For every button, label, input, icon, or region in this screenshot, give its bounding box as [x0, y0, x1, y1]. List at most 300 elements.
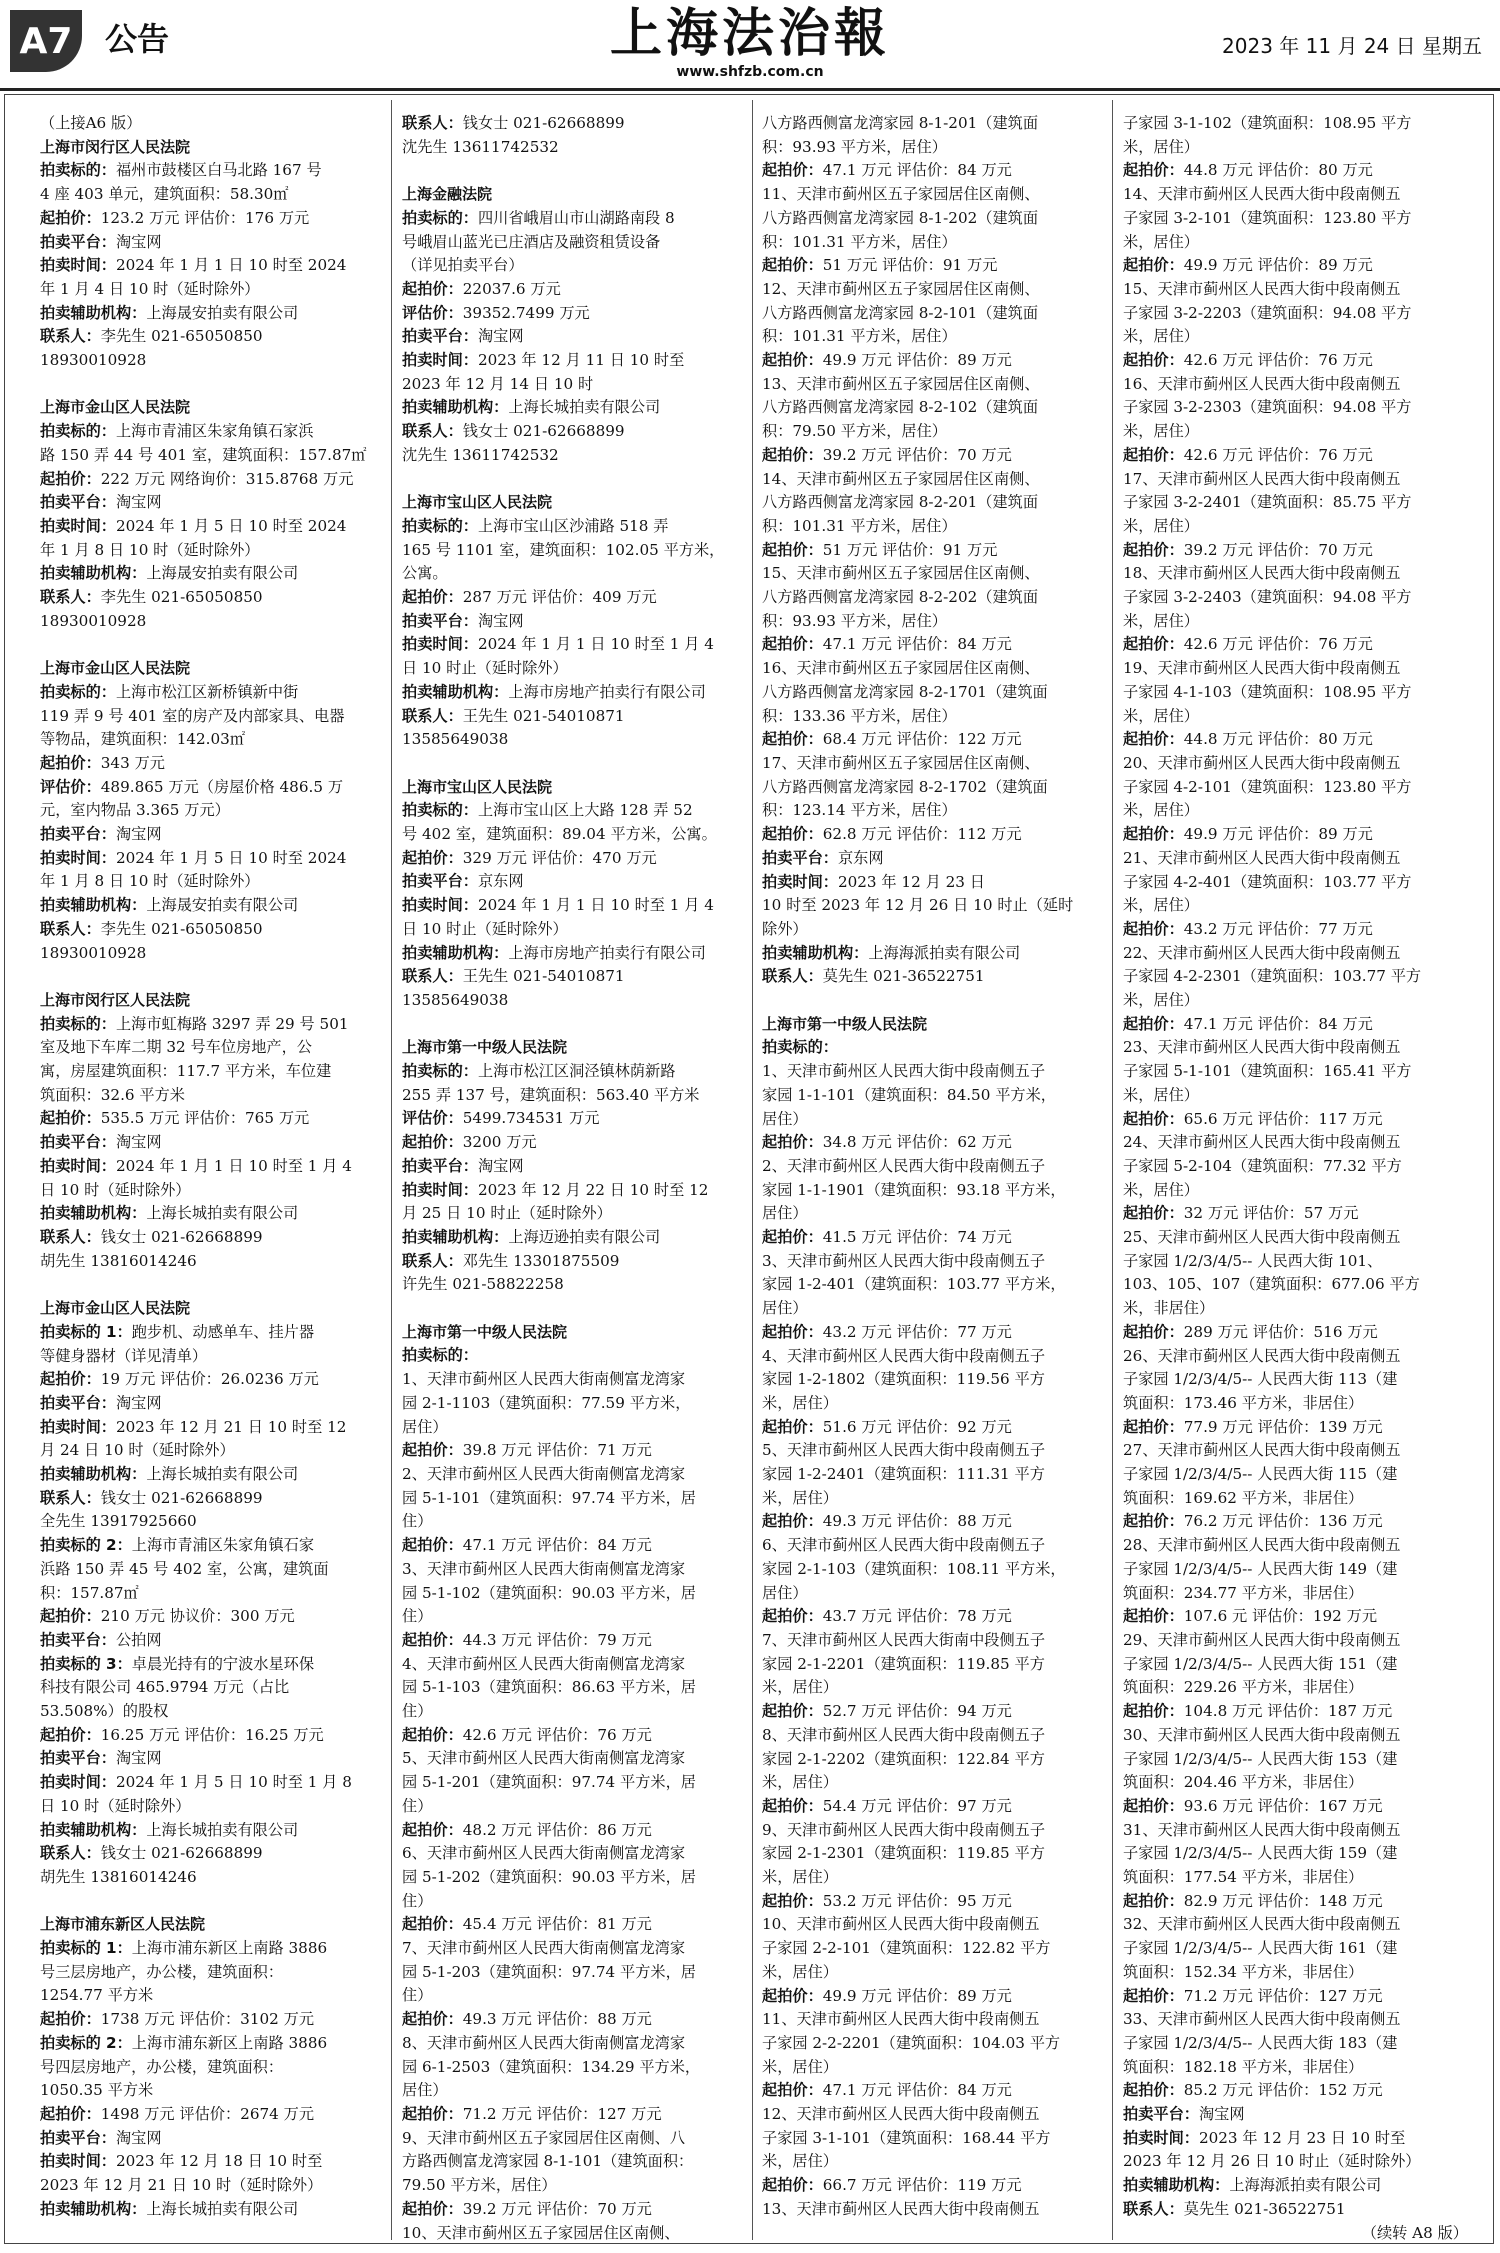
- field-label: 联系人：: [40, 919, 101, 938]
- masthead: [600, 4, 900, 80]
- notice-line: 园 6-1-2503（建筑面积：134.29 平方米，: [402, 2057, 701, 2076]
- notice-line: 筑面积：177.54 平方米，非居住）: [1123, 1868, 1364, 1887]
- notice-line: 13、天津市蓟州区人民西大街中段南侧五: [762, 2199, 1040, 2218]
- notice-line: 起拍价：43.2 万元 评估价：77 万元: [762, 1322, 1012, 1341]
- field-label: 起拍价：: [1123, 256, 1184, 275]
- notice-line: 居住）: [762, 1204, 808, 1223]
- field-label: 拍卖平台：: [402, 1156, 478, 1175]
- notice-line: 筑面积：173.46 平方米，非居住）: [1123, 1393, 1364, 1412]
- notice-line: 拍卖平台：淘宝网: [1123, 2105, 1245, 2124]
- notice-line: 米，居住）: [1123, 137, 1199, 156]
- field-label: 起拍价：: [762, 1512, 823, 1531]
- block-spacer: [40, 1273, 385, 1297]
- notice-line: 拍卖平台：京东网: [402, 872, 524, 891]
- field-label: 拍卖平台：: [1123, 2105, 1199, 2124]
- block-spacer: [762, 989, 1107, 1013]
- field-label: 起拍价：: [1123, 1204, 1184, 1223]
- notice-line: 起拍价：39.2 万元 评估价：70 万元: [1123, 540, 1373, 559]
- notice-line: 园 5-1-103（建筑面积：86.63 平方米，居: [402, 1678, 696, 1697]
- notice-line: 13585649038: [402, 990, 509, 1009]
- notice-line: 拍卖辅助机构：上海长城拍卖有限公司: [40, 1465, 299, 1484]
- notice-line: 日 10 时止（延时除外）: [402, 659, 568, 678]
- notice-line: 起拍价：53.2 万元 评估价：95 万元: [762, 1891, 1012, 1910]
- notice-line: 居住）: [762, 1109, 808, 1128]
- notice-line: 筑面积：229.26 平方米，非居住）: [1123, 1678, 1364, 1697]
- notice-line: 起拍价：54.4 万元 评估价：97 万元: [762, 1796, 1012, 1815]
- notice-line: 起拍价：1498 万元 评估价：2674 万元: [40, 2104, 315, 2123]
- notice-line: 165 号 1101 室，建筑面积：102.05 平方米，: [402, 540, 725, 559]
- block-spacer: [402, 159, 747, 183]
- notice-line: 米，居住）: [762, 1393, 838, 1412]
- notice-line: [402, 1344, 747, 1368]
- notice-line: 米，居住）: [762, 2152, 838, 2171]
- field-label: 拍卖平台：: [40, 1630, 116, 1649]
- notice-line: 拍卖时间：2023 年 12 月 18 日 10 时至: [40, 2152, 323, 2171]
- notice-line: 联系人：邓先生 13301875509: [402, 1251, 620, 1270]
- notice-line: 园 5-1-203（建筑面积：97.74 平方米，居: [402, 1962, 696, 1981]
- notice-line: 等健身器材（详见清单）: [40, 1346, 208, 1365]
- notice-line: 日 10 时（延时除外）: [40, 1796, 191, 1815]
- notice-line: 筑面积：32.6 平方米: [40, 1085, 185, 1104]
- notice-line: 31、天津市蓟州区人民西大街中段南侧五: [1123, 1820, 1401, 1839]
- notice-line: 拍卖平台：淘宝网: [40, 1393, 162, 1412]
- court-name: 上海金融法院: [402, 185, 493, 204]
- notice-line: 家园 1-2-2401（建筑面积：111.31 平方: [762, 1465, 1045, 1484]
- field-label: 拍卖平台：: [40, 1393, 116, 1412]
- notice-line: 拍卖平台：淘宝网: [40, 1133, 162, 1152]
- notice-line: 8、天津市蓟州区人民西大街南侧富龙湾家: [402, 2033, 686, 2052]
- notice-line: 家园 2-1-2202（建筑面积：122.84 平方: [762, 1749, 1045, 1768]
- notice-line: 子家园 1/2/3/4/5-- 人民西大街 159（建: [1123, 1844, 1398, 1863]
- notice-line: 1、天津市蓟州区人民西大街中段南侧五子: [762, 1062, 1046, 1081]
- notice-line: 住）: [402, 1607, 433, 1626]
- notice-line: 米，居住）: [1123, 801, 1199, 820]
- notice-line: 居住）: [762, 1299, 808, 1318]
- text-column-1: [40, 112, 385, 2247]
- field-label: 拍卖辅助机构：: [40, 896, 147, 915]
- notice-line: 6、天津市蓟州区人民西大街南侧富龙湾家: [402, 1844, 686, 1863]
- notice-line: 拍卖辅助机构：上海晟安拍卖有限公司: [40, 896, 299, 915]
- notice-line: 30、天津市蓟州区人民西大街中段南侧五: [1123, 1725, 1401, 1744]
- field-label: 起拍价：: [762, 2081, 823, 2100]
- notice-line: 8、天津市蓟州区人民西大街中段南侧五子: [762, 1725, 1046, 1744]
- notice-line: 子家园 3-1-101（建筑面积：168.44 平方: [762, 2128, 1051, 2147]
- notice-line: 拍卖时间：2024 年 1 月 5 日 10 时至 1 月 8: [40, 1773, 352, 1792]
- notice-line: 15、天津市蓟州区人民西大街中段南侧五: [1123, 279, 1401, 298]
- issue-date: 2023 年 11 月 24 日 星期五: [1222, 34, 1482, 58]
- notice-line: 6、天津市蓟州区人民西大街中段南侧五子: [762, 1536, 1046, 1555]
- field-label: 起拍价：: [1123, 825, 1184, 844]
- notice-line: 起拍价：82.9 万元 评估价：148 万元: [1123, 1891, 1383, 1910]
- field-label: 起拍价：: [1123, 635, 1184, 654]
- notice-line: 16、天津市蓟州区五子家园居住区南侧、: [762, 659, 1040, 678]
- field-label: 拍卖标的 3：: [40, 1654, 132, 1673]
- field-label: 起拍价：: [1123, 1986, 1184, 2005]
- field-label: 拍卖辅助机构：: [40, 564, 147, 583]
- block-spacer: [402, 1297, 747, 1321]
- notice-line: 子家园 3-2-2203（建筑面积：94.08 平方: [1123, 303, 1412, 322]
- notice-line: 拍卖时间：2024 年 1 月 1 日 10 时至 1 月 4: [40, 1156, 352, 1175]
- notice-line: 子家园 1/2/3/4/5-- 人民西大街 115（建: [1123, 1465, 1398, 1484]
- column-divider: [1112, 100, 1113, 2240]
- notice-line: 28、天津市蓟州区人民西大街中段南侧五: [1123, 1536, 1401, 1555]
- notice-line: 起拍价：44.3 万元 评估价：79 万元: [402, 1630, 652, 1649]
- field-label: 拍卖标的：: [402, 1062, 478, 1081]
- notice-line: 八方路西侧富龙湾家园 8-2-202（建筑面: [762, 588, 1039, 607]
- notice-line: 9、天津市蓟州区人民西大街中段南侧五子: [762, 1820, 1046, 1839]
- field-label: 起拍价：: [402, 279, 463, 298]
- field-label: 起拍价：: [762, 2176, 823, 2195]
- notice-line: 拍卖时间：2024 年 1 月 5 日 10 时至 2024: [40, 848, 347, 867]
- notice-line: 起拍价：47.1 万元 评估价：84 万元: [762, 2081, 1012, 2100]
- court-name: 上海市金山区人民法院: [40, 659, 191, 678]
- notice-line: 米，居住）: [1123, 422, 1199, 441]
- notice-line: 子家园 3-2-2303（建筑面积：94.08 平方: [1123, 398, 1412, 417]
- notice-line: 1254.77 平方米: [40, 1986, 154, 2005]
- notice-line: 胡先生 13816014246: [40, 1867, 197, 1886]
- court-name: 上海市第一中级人民法院: [762, 1014, 928, 1033]
- field-label: 拍卖标的 1：: [40, 1939, 132, 1958]
- notice-line: 子家园 4-2-2301（建筑面积：103.77 平方: [1123, 967, 1422, 986]
- field-label: 拍卖辅助机构：: [40, 1204, 147, 1223]
- court-name: 上海市宝山区人民法院: [402, 493, 553, 512]
- notice-line: 拍卖时间：2023 年 12 月 11 日 10 时至: [402, 351, 685, 370]
- notice-line: 12、天津市蓟州区人民西大街中段南侧五: [762, 2105, 1040, 2124]
- court-name: 上海市第一中级人民法院: [402, 1038, 568, 1057]
- notice-line: 园 5-1-202（建筑面积：90.03 平方米，居: [402, 1867, 696, 1886]
- notice-line: 米，居住）: [1123, 896, 1199, 915]
- field-label: 拍卖平台：: [40, 2128, 116, 2147]
- notice-line: 家园 1-2-1802（建筑面积：119.56 平方: [762, 1370, 1045, 1389]
- website-url[interactable]: www.shfzb.com.cn: [676, 64, 824, 80]
- notice-line: 园 2-1-1103（建筑面积：77.59 平方米，: [402, 1393, 691, 1412]
- notice-line: 起拍价：51 万元 评估价：91 万元: [762, 540, 998, 559]
- field-label: 起拍价：: [762, 1891, 823, 1910]
- notice-line: 家园 2-1-2201（建筑面积：119.85 平方: [762, 1654, 1045, 1673]
- notice-line: 子家园 1/2/3/4/5-- 人民西大街 101、: [1123, 1251, 1383, 1270]
- notice-line: 拍卖辅助机构：上海长城拍卖有限公司: [40, 2199, 299, 2218]
- field-label: 起拍价：: [1123, 1891, 1184, 1910]
- field-label: 起拍价：: [762, 445, 823, 464]
- field-label: 起拍价：: [762, 351, 823, 370]
- notice-line: 月 25 日 10 时止（延时除外）: [402, 1204, 612, 1223]
- notice-line: 居住）: [762, 1583, 808, 1602]
- field-label: 起拍价：: [1123, 1607, 1184, 1626]
- notice-line: 家园 1-2-401（建筑面积：103.77 平方米，: [762, 1275, 1066, 1294]
- notice-line: 园 5-1-102（建筑面积：90.03 平方米，居: [402, 1583, 696, 1602]
- notice-line: 拍卖平台：淘宝网: [40, 232, 162, 251]
- notice-line: 起拍价：49.9 万元 评估价：89 万元: [1123, 825, 1373, 844]
- notice-line: 子家园 2-2-2201（建筑面积：104.03 平方: [762, 2033, 1061, 2052]
- block-spacer: [40, 373, 385, 397]
- field-label: 起拍价：: [402, 1915, 463, 1934]
- notice-line: 家园 1-1-1901（建筑面积：93.18 平方米，: [762, 1180, 1066, 1199]
- field-label: 联系人：: [40, 327, 101, 346]
- notice-line: 拍卖标的：福州市鼓楼区白马北路 167 号: [40, 161, 322, 180]
- notice-line: 18、天津市蓟州区人民西大街中段南侧五: [1123, 564, 1401, 583]
- notice-line: 八方路西侧富龙湾家园 8-2-1701（建筑面: [762, 682, 1048, 701]
- notice-line: 米，居住）: [1123, 516, 1199, 535]
- notice-line: 联系人：李先生 021-65050850: [40, 327, 263, 346]
- notice-line: 八方路西侧富龙湾家园 8-2-201（建筑面: [762, 493, 1039, 512]
- court-name: 上海市第一中级人民法院: [402, 1322, 568, 1341]
- field-label: 起拍价：: [40, 469, 101, 488]
- notice-line: 拍卖平台：淘宝网: [402, 611, 524, 630]
- column-divider: [391, 100, 392, 2240]
- text-column-4: [1123, 112, 1468, 2247]
- notice-line: 起拍价：77.9 万元 评估价：139 万元: [1123, 1417, 1383, 1436]
- notice-line: 除外）: [762, 919, 808, 938]
- notice-line: 号四层房地产，办公楼，建筑面积：: [40, 2057, 283, 2076]
- field-label: 拍卖平台：: [402, 872, 478, 891]
- notice-line: 起拍价：42.6 万元 评估价：76 万元: [1123, 445, 1373, 464]
- notice-line: 起拍价：49.9 万元 评估价：89 万元: [1123, 256, 1373, 275]
- court-name: 上海市闵行区人民法院: [40, 990, 191, 1009]
- notice-line: 米，居住）: [762, 2057, 838, 2076]
- notice-line: 23、天津市蓟州区人民西大街中段南侧五: [1123, 1038, 1401, 1057]
- field-label: 起拍价：: [762, 1702, 823, 1721]
- notice-line: 胡先生 13816014246: [40, 1251, 197, 1270]
- notice-line: 筑面积：182.18 平方米，非居住）: [1123, 2057, 1364, 2076]
- notice-line: 沈先生 13611742532: [402, 137, 559, 156]
- notice-line: 起拍价：41.5 万元 评估价：74 万元: [762, 1228, 1012, 1247]
- notice-line: 255 弄 137 号，建筑面积：563.40 平方米: [402, 1085, 700, 1104]
- notice-line: 起拍价：22037.6 万元: [402, 279, 561, 298]
- field-label: 评估价：: [402, 1109, 463, 1128]
- notice-line: 起拍价：93.6 万元 评估价：167 万元: [1123, 1796, 1383, 1815]
- notice-line: 29、天津市蓟州区人民西大街中段南侧五: [1123, 1631, 1401, 1649]
- field-label: 拍卖标的 2：: [40, 1536, 132, 1555]
- field-label: 拍卖标的：: [402, 1346, 478, 1365]
- notice-line: 筑面积：234.77 平方米，非居住）: [1123, 1583, 1364, 1602]
- notice-line: 24、天津市蓟州区人民西大街中段南侧五: [1123, 1133, 1401, 1152]
- notice-line: 积：93.93 平方米，居住）: [762, 611, 947, 630]
- field-label: 联系人：: [402, 114, 463, 132]
- notice-line: 起拍价：123.2 万元 评估价：176 万元: [40, 208, 310, 227]
- notice-line: 园 5-1-101（建筑面积：97.74 平方米，居: [402, 1488, 696, 1507]
- notice-line: 拍卖平台：淘宝网: [40, 1749, 162, 1768]
- notice-line: 拍卖平台：淘宝网: [40, 493, 162, 512]
- notice-line: 起拍价：107.6 元 评估价：192 万元: [1123, 1607, 1378, 1626]
- field-label: 起拍价：: [762, 1228, 823, 1247]
- notice-line: 起拍价：3200 万元: [402, 1133, 537, 1152]
- court-name: 上海市金山区人民法院: [40, 1299, 191, 1318]
- notice-line: 1、天津市蓟州区人民西大街南侧富龙湾家: [402, 1370, 686, 1389]
- field-label: 联系人：: [402, 1251, 463, 1270]
- notice-line: 米，居住）: [1123, 327, 1199, 346]
- field-label: 起拍价：: [1123, 540, 1184, 559]
- field-label: 起拍价：: [1123, 445, 1184, 464]
- notice-line: 拍卖标的：上海市青浦区朱家角镇石家浜: [40, 422, 314, 441]
- notice-line: 17、天津市蓟州区五子家园居住区南侧、: [762, 753, 1040, 772]
- notice-line: 起拍价：47.1 万元 评估价：84 万元: [762, 161, 1012, 180]
- field-label: 拍卖辅助机构：: [40, 303, 147, 322]
- notice-line: 起拍价：49.9 万元 评估价：89 万元: [762, 1986, 1012, 2005]
- notice-line: 2、天津市蓟州区人民西大街南侧富龙湾家: [402, 1465, 686, 1483]
- notice-line: 拍卖标的：上海市松江区新桥镇新中街: [40, 682, 299, 701]
- notice-line: 26、天津市蓟州区人民西大街中段南侧五: [1123, 1346, 1401, 1365]
- field-label: 联系人：: [402, 967, 463, 986]
- field-label: 拍卖标的：: [40, 1014, 116, 1033]
- field-label: 起拍价：: [40, 1607, 101, 1626]
- field-label: 起拍价：: [402, 1725, 463, 1744]
- notice-line: 拍卖标的 1：上海市浦东新区上南路 3886: [40, 1939, 328, 1958]
- field-label: 拍卖平台：: [40, 1133, 116, 1152]
- notice-line: 八方路西侧富龙湾家园 8-1-201（建筑面: [762, 114, 1039, 132]
- field-label: 拍卖平台：: [762, 848, 838, 867]
- field-label: 起拍价：: [1123, 351, 1184, 370]
- notice-line: 起拍价：44.8 万元 评估价：80 万元: [1123, 161, 1373, 180]
- notice-line: 起拍价：66.7 万元 评估价：119 万元: [762, 2176, 1022, 2195]
- notice-line: 起拍价：45.4 万元 评估价：81 万元: [402, 1915, 652, 1934]
- notice-line: 拍卖辅助机构：上海海派拍卖有限公司: [1123, 2176, 1382, 2195]
- notice-line: 拍卖时间：2024 年 1 月 5 日 10 时至 2024: [40, 516, 347, 535]
- notice-line: 起拍价：43.7 万元 评估价：78 万元: [762, 1607, 1012, 1626]
- notice-line: 15、天津市蓟州区五子家园居住区南侧、: [762, 564, 1040, 583]
- notice-line: 子家园 1/2/3/4/5-- 人民西大街 113（建: [1123, 1370, 1398, 1389]
- field-label: 起拍价：: [762, 1417, 823, 1436]
- court-name: 上海市浦东新区人民法院: [40, 1915, 206, 1934]
- page-header: [0, 0, 1500, 91]
- field-label: 拍卖标的：: [40, 161, 116, 180]
- field-label: 拍卖标的 2：: [40, 2033, 132, 2052]
- field-label: 拍卖标的：: [402, 208, 478, 227]
- field-label: 起拍价：: [762, 1796, 823, 1815]
- field-label: 拍卖平台：: [40, 1749, 116, 1768]
- field-label: 拍卖标的：: [40, 682, 116, 701]
- court-name: 上海市闵行区人民法院: [40, 137, 191, 156]
- notice-line: 4、天津市蓟州区人民西大街南侧富龙湾家: [402, 1654, 686, 1673]
- notice-line: 子家园 3-2-2401（建筑面积：85.75 平方: [1123, 493, 1412, 512]
- field-label: 拍卖时间：: [40, 256, 116, 275]
- field-label: 拍卖时间：: [40, 516, 116, 535]
- field-label: 拍卖标的：: [402, 516, 478, 535]
- notice-line: 拍卖标的：四川省峨眉山市山湖路南段 8: [402, 208, 675, 227]
- notice-line: 家园 2-1-2301（建筑面积：119.85 平方: [762, 1844, 1045, 1863]
- block-spacer: [40, 1890, 385, 1914]
- notice-line: 评估价：5499.734531 万元: [402, 1109, 600, 1128]
- notice-line: 公寓。: [402, 564, 448, 583]
- field-label: 联系人：: [402, 422, 463, 441]
- notice-line: 拍卖平台：淘宝网: [40, 825, 162, 844]
- field-label: 起拍价：: [762, 1322, 823, 1341]
- notice-line: 起拍价：65.6 万元 评估价：117 万元: [1123, 1109, 1383, 1128]
- notice-line: 拍卖时间：2023 年 12 月 22 日 10 时至 12: [402, 1180, 709, 1199]
- notice-line: 家园 2-1-103（建筑面积：108.11 平方米，: [762, 1559, 1066, 1578]
- field-label: 拍卖平台：: [40, 232, 116, 251]
- notice-line: 拍卖时间：2024 年 1 月 1 日 10 时至 2024: [40, 256, 347, 275]
- notice-line: 119 弄 9 号 401 室的房产及内部家具、电器: [40, 706, 345, 725]
- field-label: 起拍价：: [402, 1536, 463, 1555]
- field-label: 起拍价：: [762, 1607, 823, 1626]
- field-label: 拍卖标的：: [40, 422, 116, 441]
- notice-line: 住）: [402, 1986, 433, 2005]
- field-label: 拍卖时间：: [762, 872, 838, 891]
- field-label: 起拍价：: [1123, 1109, 1184, 1128]
- notice-line: 子家园 4-2-401（建筑面积：103.77 平方: [1123, 872, 1412, 891]
- field-label: 起拍价：: [762, 1986, 823, 2005]
- notice-line: 9、天津市蓟州区五子家园居住区南侧、八: [402, 2128, 686, 2147]
- field-label: 起拍价：: [40, 1725, 101, 1744]
- notice-line: 年 1 月 4 日 10 时（延时除外）: [40, 279, 260, 298]
- notice-line: 八方路西侧富龙湾家园 8-2-101（建筑面: [762, 303, 1039, 322]
- notice-line: 起拍价：49.9 万元 评估价：89 万元: [762, 351, 1012, 370]
- field-label: 起拍价：: [40, 1370, 101, 1389]
- notice-line: 居住）: [402, 2081, 448, 2100]
- column-divider: [752, 100, 753, 2240]
- field-label: 拍卖平台：: [40, 825, 116, 844]
- field-label: 起拍价：: [762, 730, 823, 749]
- notice-line: 拍卖时间：2023 年 12 月 23 日: [762, 872, 985, 891]
- notice-line: 米，居住）: [1123, 991, 1199, 1010]
- notice-line: 筑面积：152.34 平方米，非居住）: [1123, 1962, 1364, 1981]
- notice-line: 14、天津市蓟州区五子家园居住区南侧、: [762, 469, 1040, 488]
- field-label: 起拍价：: [40, 208, 101, 227]
- notice-line: 拍卖时间：2024 年 1 月 1 日 10 时至 1 月 4: [402, 896, 714, 915]
- text-column-3: [762, 112, 1107, 2247]
- notice-line: 17、天津市蓟州区人民西大街中段南侧五: [1123, 469, 1401, 488]
- notice-line: 20、天津市蓟州区人民西大街中段南侧五: [1123, 753, 1401, 772]
- notice-line: 拍卖平台：京东网: [762, 848, 884, 867]
- notice-line: 4 座 403 单元，建筑面积：58.30㎡: [40, 185, 289, 204]
- notice-line: 7、天津市蓟州区人民西大街南侧富龙湾家: [402, 1939, 686, 1958]
- notice-line: 拍卖时间：2023 年 12 月 21 日 10 时至 12: [40, 1417, 347, 1436]
- notice-line: 子家园 3-1-102（建筑面积：108.95 平方: [1123, 114, 1412, 132]
- notice-line: 12、天津市蓟州区五子家园居住区南侧、: [762, 279, 1040, 298]
- notice-line: 米，居住）: [1123, 1085, 1199, 1104]
- notice-line: 号 402 室，建筑面积：89.04 平方米，公寓。: [402, 825, 717, 844]
- block-spacer: [402, 468, 747, 492]
- notice-line: 等物品，建筑面积：142.03㎡: [40, 730, 246, 749]
- notice-line: 27、天津市蓟州区人民西大街中段南侧五: [1123, 1441, 1401, 1460]
- notice-line: 子家园 5-2-104（建筑面积：77.32 平方: [1123, 1156, 1402, 1175]
- notice-line: 联系人：王先生 021-54010871: [402, 706, 625, 725]
- notice-line: 起拍价：47.1 万元 评估价：84 万元: [762, 635, 1012, 654]
- field-label: 起拍价：: [762, 825, 823, 844]
- notice-line: 拍卖辅助机构：上海晟安拍卖有限公司: [40, 564, 299, 583]
- notice-line: 联系人：钱女士 021-62668899: [402, 422, 625, 441]
- notice-line: 5、天津市蓟州区人民西大街中段南侧五子: [762, 1441, 1046, 1460]
- notice-line: 拍卖标的 3：卓晨光持有的宁波水星环保: [40, 1654, 315, 1673]
- notice-line: 起拍价：71.2 万元 评估价：127 万元: [1123, 1986, 1383, 2005]
- notice-line: 家园 1-1-101（建筑面积：84.50 平方米，: [762, 1085, 1056, 1104]
- field-label: 起拍价：: [1123, 1014, 1184, 1033]
- field-label: 评估价：: [40, 777, 101, 796]
- field-label: 起拍价：: [402, 848, 463, 867]
- field-label: 起拍价：: [1123, 1417, 1184, 1436]
- notice-line: 13、天津市蓟州区五子家园居住区南侧、: [762, 374, 1040, 393]
- court-name: 上海市金山区人民法院: [40, 398, 191, 417]
- notice-line: 起拍价：62.8 万元 评估价：112 万元: [762, 825, 1022, 844]
- notice-line: 联系人：莫先生 021-36522751: [762, 967, 985, 986]
- notice-line: 积：101.31 平方米，居住）: [762, 327, 957, 346]
- notice-line: 起拍价：42.6 万元 评估价：76 万元: [402, 1725, 652, 1744]
- notice-line: 年 1 月 8 日 10 时（延时除外）: [40, 872, 260, 891]
- field-label: 起拍价：: [40, 2010, 101, 2029]
- notice-line: 筑面积：169.62 平方米，非居住）: [1123, 1488, 1364, 1507]
- notice-line: 19、天津市蓟州区人民西大街中段南侧五: [1123, 659, 1401, 678]
- notice-line: 住）: [402, 1796, 433, 1815]
- field-label: 拍卖辅助机构：: [402, 682, 509, 701]
- notice-line: 子家园 5-1-101（建筑面积：165.41 平方: [1123, 1062, 1412, 1081]
- newspaper-name: 上海法治報: [609, 3, 890, 64]
- notice-line: 拍卖辅助机构：上海市房地产拍卖行有限公司: [402, 943, 706, 962]
- notice-line: 米，居住）: [1123, 1180, 1199, 1199]
- notice-line: 积：93.93 平方米，居住）: [762, 137, 947, 156]
- field-label: 拍卖辅助机构：: [402, 943, 509, 962]
- field-label: 拍卖平台：: [402, 327, 478, 346]
- notice-line: 起拍价：222 万元 网络询价：315.8768 万元: [40, 469, 354, 488]
